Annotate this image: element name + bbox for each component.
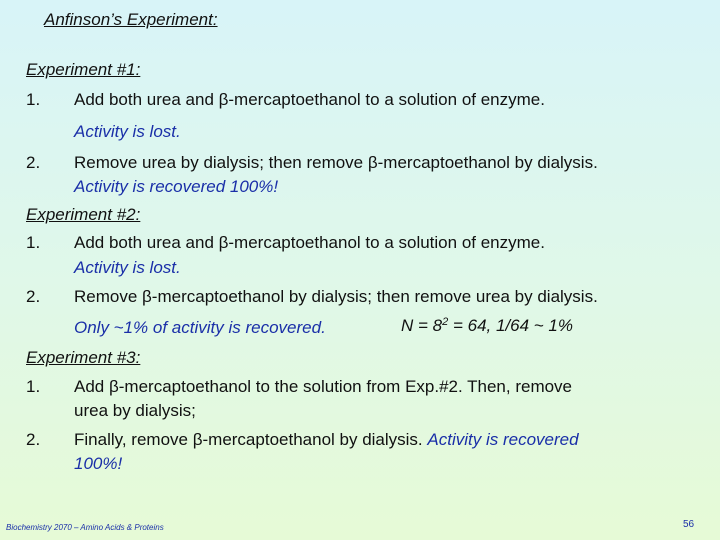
exp1-step2-text: Remove urea by dialysis; then remove β-mercaptoethanol by dialysis. [74, 153, 598, 172]
exp3-step1-number: 1. [26, 377, 41, 396]
slide-title: Anfinson’s Experiment: [44, 10, 218, 29]
exp1-step2-result: Activity is recovered 100%! [74, 177, 279, 196]
exp1-step2-number: 2. [26, 153, 41, 172]
exp1-step1-number: 1. [26, 90, 41, 109]
exp3-step2-line1 [74, 430, 579, 450]
exp3-step1-line1: Add β-mercaptoethanol to the solution from Exp.#2. Then, remove [74, 377, 573, 396]
formula-exponent: 2 [442, 316, 449, 328]
exp3-step2-text: Finally, remove β-mercaptoethanol by dialysis. [74, 430, 423, 449]
exp2-step1-result: Activity is lost. [74, 258, 181, 277]
page-number: 56 [683, 519, 695, 530]
exp2-step2-number: 2. [26, 287, 41, 306]
exp2-step2-text: Remove β-mercaptoethanol by dialysis; then remove urea by dialysis. [74, 287, 598, 306]
exp1-heading: Experiment #1: [26, 60, 141, 79]
exp3-step2-result-b: 100%! [74, 454, 123, 473]
exp3-step2-number: 2. [26, 430, 41, 449]
footer-course-label: Biochemistry 2070 – Amino Acids & Proteins [6, 523, 164, 532]
exp3-step2-result-a: Activity is recovered [427, 430, 579, 449]
exp3-step1-line2: urea by dialysis; [74, 401, 196, 420]
formula-prefix: N = 8 [401, 316, 443, 335]
exp1-step1-text: Add both urea and β-mercaptoethanol to a solution of enzyme. [74, 90, 545, 109]
formula-suffix: = 64, 1/64 ~ 1% [448, 316, 573, 335]
exp1-step1-result: Activity is lost. [74, 122, 181, 141]
exp2-step2-result: Only ~1% of activity is recovered. [74, 318, 326, 337]
exp2-step1-number: 1. [26, 233, 41, 252]
exp2-heading: Experiment #2: [26, 205, 141, 224]
exp3-heading: Experiment #3: [26, 348, 141, 367]
exp2-step1-text: Add both urea and β-mercaptoethanol to a solution of enzyme. [74, 233, 545, 252]
exp2-formula [401, 316, 573, 336]
